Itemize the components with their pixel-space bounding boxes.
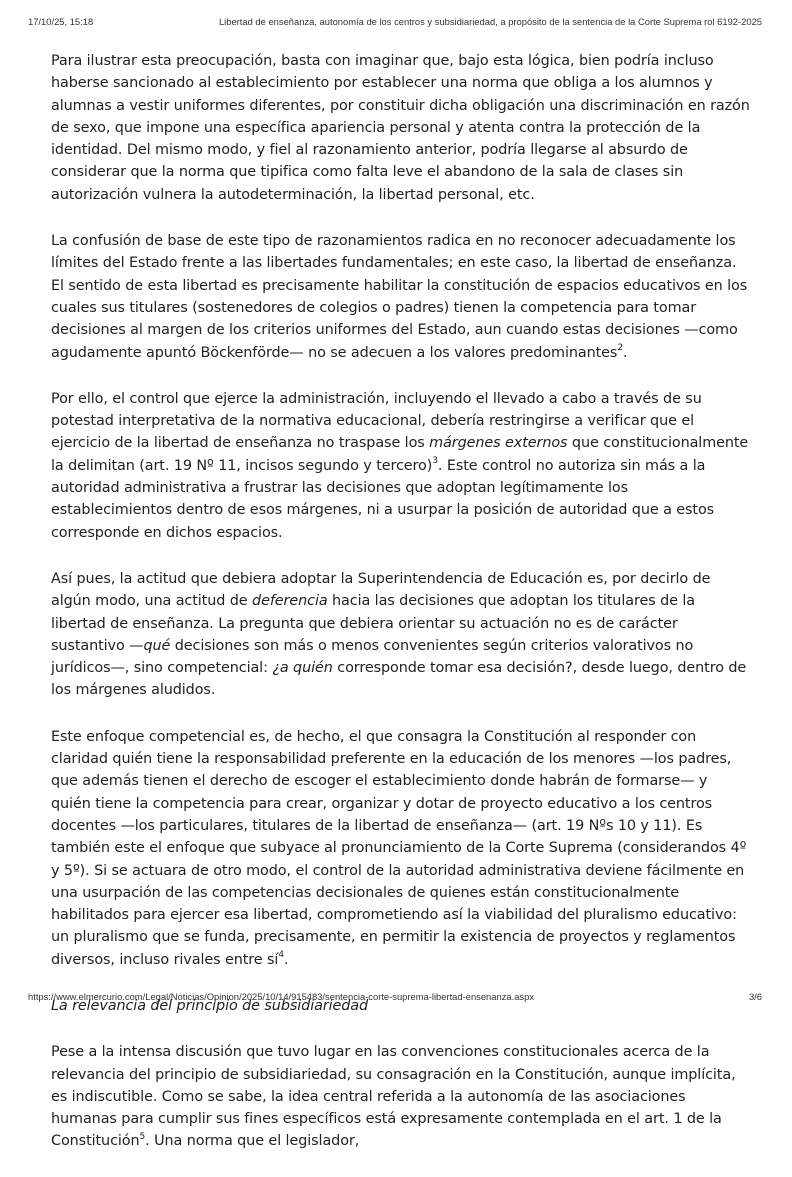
paragraph-4-emphasis-1: deferencia [252, 593, 328, 610]
paragraph-3-text-a: Por ello, el control que ejerce la administración, incluyendo el llevado a cabo a través de su potestad interpretativa de la normativa educacional, debería restringirse a verificar que el ejercicio de la libertad de enseñanza no traspase los [51, 390, 702, 452]
paragraph-4-emphasis-3: ¿a quién [272, 660, 333, 677]
paragraph-6-end: . Una norma que el legislador, [145, 1133, 360, 1150]
print-url[interactable]: https://www.elmercurio.com/Legal/Noticias/Opinion/2025/10/14/915483/sentencia-corte-suprema-libertad-ensenanza.aspx [28, 991, 535, 1002]
paragraph-6 [51, 1041, 751, 1152]
paragraph-5-text: Este enfoque competencial es, de hecho, el que consagra la Constitución al responder con claridad quién tiene la responsabilidad preferente en la educación de los menores —los padres, que además tienen el derecho de escoger el establecimiento donde habrán de formarse— y quién tiene la competencia para crear, organizar y dotar de proyecto educativo a los centros docentes —los particulares, titulares de la libertad de enseñanza— (art. 19 Nºs 10 y 11). Es también este el enfoque que subyace al pronunciamiento de la Corte Suprema (considerandos 4º y 5º). Si se actuara de otro modo, el control de la autoridad administrativa deviene fácilmente en una usurpación de las competencias decisionales de quienes están constitucionalmente habilitados para ejercer esa libertad, comprometiendo así la viabilidad del pluralismo educativo: un pluralismo que se funda, precisamente, en permitir la existencia de proyectos y reglamentos diversos, incluso rivales entre sí [51, 728, 747, 968]
paragraph-1: Para ilustrar esta preocupación, basta con imaginar que, bajo esta lógica, bien podría incluso haberse sancionado al establecimiento por establecer una norma que obliga a los alumnos y alumnas a vestir uniformes diferentes, por constituir dicha obligación una discriminación en razón de sexo, que impone una específica apariencia personal y atenta contra la protección de la identidad. Del mismo modo, y fiel al razonamiento anterior, podría llegarse al absurdo de considerar que la norma que tipifica como falta leve el abandono de la sala de clases sin autorización vulnera la autodeterminación, la libertad personal, etc. [51, 53, 750, 203]
paragraph-5 [51, 726, 751, 971]
print-header [28, 16, 762, 27]
paragraph-3-text-b: que constitucionalmente la delimitan (art. 19 Nº 11, incisos segundo y tercero) [51, 435, 749, 474]
print-footer [28, 991, 762, 1002]
article-body [51, 50, 751, 1177]
footnote-ref-2[interactable]: 2 [617, 342, 623, 353]
paragraph-4-text-c: decisiones son más o menos convenientes según criterios valorativos no jurídicos—, sino competencial: [51, 637, 694, 677]
paragraph-6-text: Pese a la intensa discusión que tuvo lugar en las convenciones constitucionales acerca de la relevancia del principio de subsidiariedad, su consagración en la Constitución, aunque implícita, es indiscutible. Como se sabe, la idea central referida a la autonomía de las asociaciones humanas para cumplir sus fines específicos está expresamente contemplada en el art. 1 de la Constitución [51, 1044, 736, 1150]
paragraph-3-text-c: . Este control no autoriza sin más a la autoridad administrativa a frustrar las decisiones que adoptan legítimamente los establecimientos dentro de esos márgenes, ni a usurpar la posición de autoridad que a estos corresponde en dichos espacios. [51, 457, 715, 541]
print-title: Libertad de enseñanza, autonomía de los centros y subsidiariedad, a propósito de la sentencia de la Corte Suprema rol 6192-2025 [218, 16, 762, 27]
paragraph-2-end: . [622, 344, 628, 361]
paragraph-4-emphasis-2: qué [143, 637, 171, 654]
paragraph-3 [51, 388, 751, 544]
paragraph-4-text-a: Así pues, la actitud que debiera adoptar la Superintendencia de Educación es, por decirlo de algún modo, una actitud de [51, 570, 711, 610]
paragraph-4-text-b: hacia las decisiones que adoptan los titulares de la libertad de enseñanza. La pregunta que debiera orientar su actuación no es de carácter sustantivo — [51, 593, 695, 654]
paragraph-2-text: La confusión de base de este tipo de razonamientos radica en no reconocer adecuadamente los límites del Estado frente a las libertades fundamentales; en este caso, la libertad de enseñanza. El sentido de esta libertad es precisamente habilitar la constitución de espacios educativos en los cuales sus titulares (sostenedores de colegios o padres) tienen la competencia para tomar decisiones al margen de los criterios uniformes del Estado, aun cuando estas decisiones —como agudamente apuntó Böckenförde— no se adecuen a los valores predominantes [51, 233, 748, 361]
paragraph-5-end: . [283, 951, 289, 968]
print-datetime: 17/10/25, 15:18 [28, 16, 94, 27]
paragraph-2 [51, 230, 751, 364]
footnote-ref-4[interactable]: 4 [278, 949, 284, 960]
paragraph-4 [51, 568, 751, 702]
page-number: 3/6 [748, 991, 762, 1002]
paragraph-3-emphasis: márgenes externos [429, 435, 568, 452]
section-subheading: La relevancia del principio de subsidiariedad [51, 997, 369, 1014]
footnote-ref-5[interactable]: 5 [139, 1131, 146, 1142]
footnote-ref-3[interactable]: 3 [432, 455, 438, 466]
paragraph-4-text-d: corresponde tomar esa decisión?, desde luego, dentro de los márgenes aludidos. [51, 660, 747, 699]
